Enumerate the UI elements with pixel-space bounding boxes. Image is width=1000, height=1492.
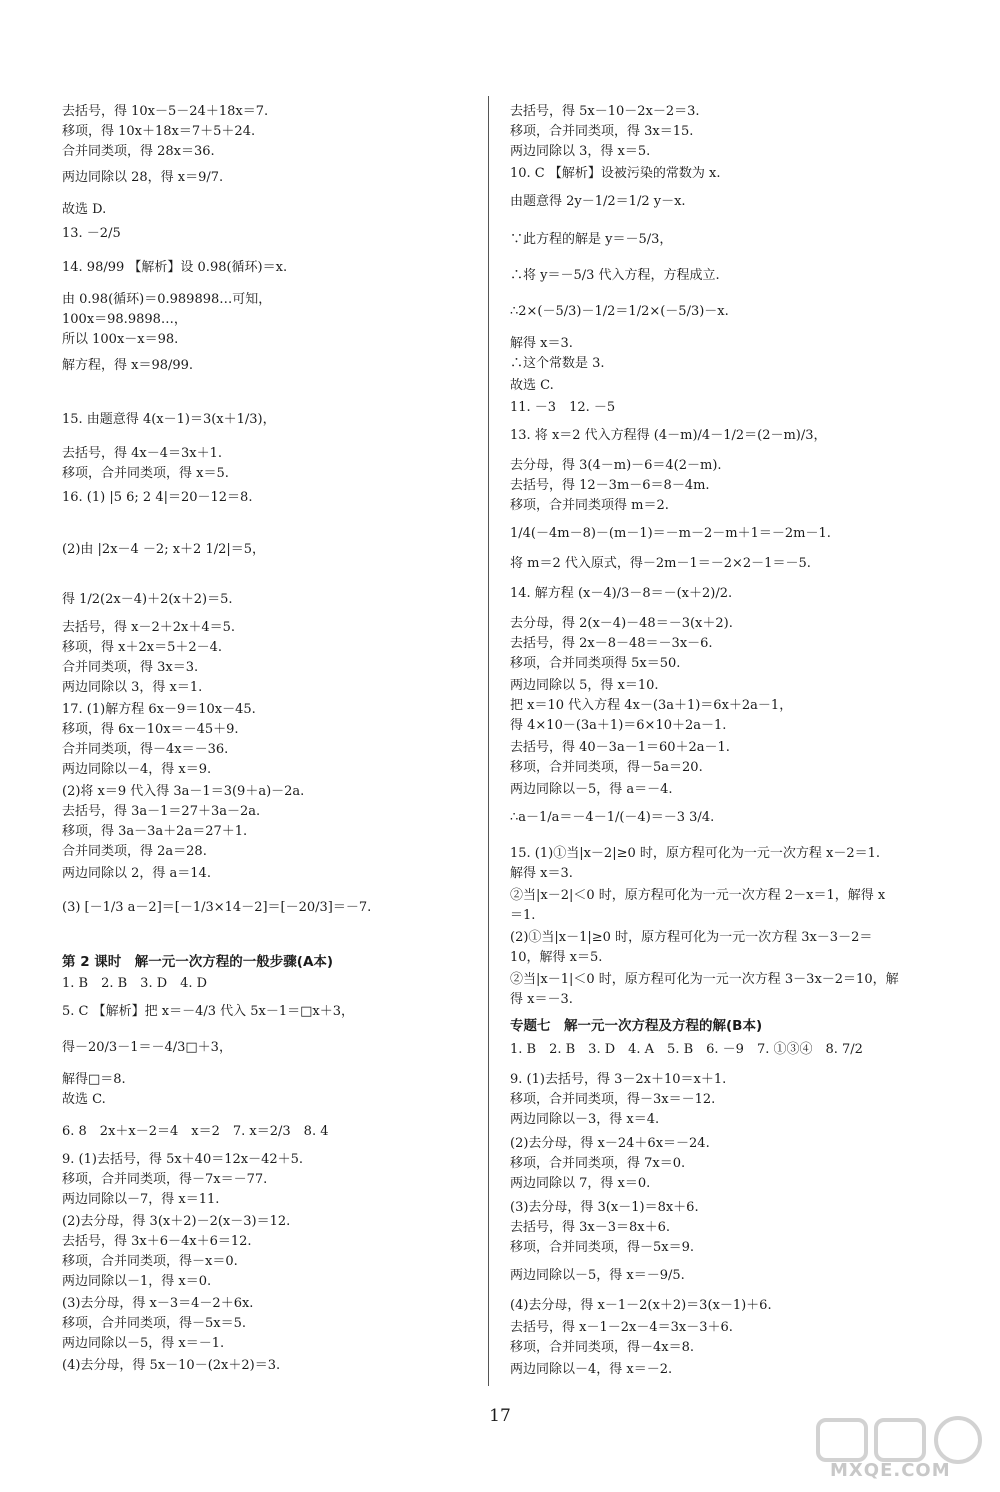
text-line: ∵此方程的解是 y＝－5/3， bbox=[510, 232, 673, 247]
text-line: 14. 98/99 【解析】设 0.98(循环)＝x. bbox=[62, 260, 288, 275]
text-line: 移项，合并同类项，得－5a＝20. bbox=[510, 760, 703, 775]
text-line: (3)去分母，得 x－3＝4－2＋6x. bbox=[62, 1296, 254, 1311]
text-line: 14. 解方程 (x－4)/3－8＝－(x＋2)/2. bbox=[510, 586, 733, 601]
text-line: 13. 将 x＝2 代入方程得 (4－m)/4－1/2＝(2－m)/3， bbox=[510, 428, 827, 443]
text-line: 移项，合并同类项，得 3x＝15. bbox=[510, 124, 694, 139]
text-line: 合并同类项，得－4x＝－36. bbox=[62, 742, 229, 757]
text-line: 两边同除以－5，得 x＝－9/5. bbox=[510, 1268, 685, 1283]
text-line: ∴将 y＝－5/3 代入方程，方程成立. bbox=[510, 268, 720, 283]
text-line: 由 0.98(循环)＝0.989898…可知， bbox=[62, 292, 272, 307]
text-line: 16. (1) |5 6; 2 4|＝20－12＝8. bbox=[62, 490, 253, 505]
text-line: 移项，合并同类项，得－5x＝5. bbox=[62, 1316, 247, 1331]
text-line: 1. B 2. B 3. D 4. A 5. B 6. －9 7. ①③④ 8. 7/2 bbox=[510, 1042, 863, 1057]
text-line: 移项，得 x＋2x＝5＋2－4. bbox=[62, 640, 223, 655]
text-line: 得 x＝－3. bbox=[510, 992, 573, 1007]
text-line: 得 4×10－(3a＋1)＝6×10＋2a－1. bbox=[510, 718, 727, 733]
text-line: 解得 x＝3. bbox=[510, 336, 573, 351]
text-line: 故选 C. bbox=[62, 1092, 106, 1107]
text-line: ∴a－1/a＝－4－1/(－4)＝－3 3/4. bbox=[510, 810, 715, 825]
text-line: (2)去分母，得 x－24＋6x＝－24. bbox=[510, 1136, 710, 1151]
text-line: 两边同除以－5，得 a＝－4. bbox=[510, 782, 673, 797]
text-line: 1/4(－4m－8)－(m－1)＝－m－2－m＋1＝－2m－1. bbox=[510, 526, 831, 541]
text-line: 两边同除以－5，得 x＝－1. bbox=[62, 1336, 225, 1351]
text-line: 两边同除以 3，得 x＝1. bbox=[62, 680, 203, 695]
text-line: 移项，合并同类项，得－7x＝－77. bbox=[62, 1172, 268, 1187]
text-line: 移项，得 6x－10x＝－45＋9. bbox=[62, 722, 239, 737]
text-line: 两边同除以 28，得 x＝9/7. bbox=[62, 170, 224, 185]
text-line: 9. (1)去括号，得 3－2x＋10＝x＋1. bbox=[510, 1072, 727, 1087]
text-line: 去括号，得 3x＋6－4x＋6＝12. bbox=[62, 1234, 252, 1249]
text-line: 把 x＝10 代入方程 4x－(3a＋1)＝6x＋2a－1， bbox=[510, 698, 793, 713]
text-line: 两边同除以 3，得 x＝5. bbox=[510, 144, 651, 159]
text-line: 去括号，得 12－3m－6＝8－4m. bbox=[510, 478, 710, 493]
text-line: 移项，得 3a－3a＋2a＝27＋1. bbox=[62, 824, 248, 839]
text-line: 11. －3 12. －5 bbox=[510, 400, 616, 415]
text-line: 100x＝98.9898…， bbox=[62, 312, 187, 327]
text-line: 移项，合并同类项，得 x＝5. bbox=[62, 466, 229, 481]
section-heading: 第 2 课时 解一元一次方程的一般步骤(A本) bbox=[62, 954, 334, 970]
text-line: 去分母，得 2(x－4)－48＝－3(x＋2). bbox=[510, 616, 733, 631]
text-line: 去括号，得 x－1－2x－4＝3x－3＋6. bbox=[510, 1320, 733, 1335]
text-line: ∴这个常数是 3. bbox=[510, 356, 605, 371]
text-line: 两边同除以－1，得 x＝0. bbox=[62, 1274, 212, 1289]
text-line: 解得□＝8. bbox=[62, 1072, 126, 1087]
text-line: 两边同除以 5，得 x＝10. bbox=[510, 678, 659, 693]
text-line: 将 m＝2 代入原式，得－2m－1＝－2×2－1＝－5. bbox=[510, 556, 811, 571]
text-line: 去括号，得 2x－8－48＝－3x－6. bbox=[510, 636, 713, 651]
text-line: 两边同除以－4，得 x＝－2. bbox=[510, 1362, 673, 1377]
text-line: ＝1. bbox=[510, 908, 536, 923]
text-line: 5. C 【解析】把 x＝－4/3 代入 5x－1＝□x＋3， bbox=[62, 1004, 355, 1019]
text-line: 去括号，得 10x－5－24＋18x＝7. bbox=[62, 104, 269, 119]
text-line: 合并同类项，得 3x＝3. bbox=[62, 660, 199, 675]
text-line: 两边同除以 7，得 x＝0. bbox=[510, 1176, 651, 1191]
text-line: 得－20/3－1＝－4/3□＋3， bbox=[62, 1040, 232, 1055]
text-line: (2)去分母，得 3(x＋2)－2(x－3)＝12. bbox=[62, 1214, 291, 1229]
text-line: 去括号，得 40－3a－1＝60＋2a－1. bbox=[510, 740, 730, 755]
text-line: 解方程，得 x＝98/99. bbox=[62, 358, 194, 373]
text-line: (4)去分母，得 5x－10－(2x＋2)＝3. bbox=[62, 1358, 281, 1373]
text-line: (4)去分母，得 x－1－2(x＋2)＝3(x－1)＋6. bbox=[510, 1298, 772, 1313]
section-heading: 专题七 解一元一次方程及方程的解(B本) bbox=[510, 1018, 763, 1034]
text-line: 移项，得 10x＋18x＝7＋5＋24. bbox=[62, 124, 256, 139]
text-line: 去括号，得 3a－1＝27＋3a－2a. bbox=[62, 804, 261, 819]
text-line: (3) [－1/3 a－2]＝[－1/3×14－2]＝[－20/3]＝－7. bbox=[62, 900, 372, 915]
text-line: 移项，合并同类项，得－4x＝8. bbox=[510, 1340, 695, 1355]
text-line: 故选 D. bbox=[62, 202, 107, 217]
text-line: 移项，合并同类项得 m＝2. bbox=[510, 498, 669, 513]
text-line: 两边同除以－4，得 x＝9. bbox=[62, 762, 212, 777]
text-line: ②当|x－2|＜0 时，原方程可化为一元一次方程 2－x＝1，解得 x bbox=[510, 888, 886, 903]
column-divider bbox=[488, 96, 489, 1386]
text-line: 两边同除以－3，得 x＝4. bbox=[510, 1112, 660, 1127]
text-line: 15. 由题意得 4(x－1)＝3(x＋1/3)， bbox=[62, 412, 276, 427]
text-line: 10. C 【解析】设被污染的常数为 x. bbox=[510, 166, 721, 181]
text-line: 1. B 2. B 3. D 4. D bbox=[62, 976, 208, 991]
text-line: 10，解得 x＝5. bbox=[510, 950, 603, 965]
text-line: 去括号，得 x－2＋2x＋4＝5. bbox=[62, 620, 236, 635]
text-line: 两边同除以 2，得 a＝14. bbox=[62, 866, 211, 881]
watermark-text: MXQE.COM bbox=[830, 1460, 951, 1481]
text-line: 9. (1)去括号，得 5x＋40＝12x－42＋5. bbox=[62, 1152, 304, 1167]
text-line: 15. (1)①当|x－2|≥0 时，原方程可化为一元一次方程 x－2＝1. bbox=[510, 846, 881, 861]
text-line: 由题意得 2y－1/2＝1/2 y－x. bbox=[510, 194, 686, 209]
text-line: 故选 C. bbox=[510, 378, 554, 393]
text-line: 13. －2/5 bbox=[62, 226, 121, 241]
text-line: 合并同类项，得 2a＝28. bbox=[62, 844, 207, 859]
text-line: 得 1/2(2x－4)＋2(x＋2)＝5. bbox=[62, 592, 233, 607]
text-line: 移项，合并同类项，得－3x＝－12. bbox=[510, 1092, 716, 1107]
text-line: 去括号，得 4x－4＝3x＋1. bbox=[62, 446, 223, 461]
text-line: 两边同除以－7，得 x＝11. bbox=[62, 1192, 220, 1207]
text-line: 所以 100x－x＝98. bbox=[62, 332, 179, 347]
text-line: 6. 8 2x＋x－2＝4 x＝2 7. x＝2/3 8. 4 bbox=[62, 1124, 329, 1139]
text-line: 去分母，得 3(4－m)－6＝4(2－m). bbox=[510, 458, 722, 473]
text-line: 移项，合并同类项，得－x＝0. bbox=[62, 1254, 238, 1269]
text-line: 解得 x＝3. bbox=[510, 866, 573, 881]
text-line: 移项，合并同类项得 5x＝50. bbox=[510, 656, 681, 671]
text-line: 移项，合并同类项，得 7x＝0. bbox=[510, 1156, 686, 1171]
page-number: 17 bbox=[489, 1406, 511, 1426]
text-line: 17. (1)解方程 6x－9＝10x－45. bbox=[62, 702, 256, 717]
text-line: (2)由 |2x－4 －2; x＋2 1/2|＝5， bbox=[62, 542, 266, 557]
text-line: ②当|x－1|＜0 时，原方程可化为一元一次方程 3－3x－2＝10，解 bbox=[510, 972, 899, 987]
text-line: 去括号，得 5x－10－2x－2＝3. bbox=[510, 104, 700, 119]
text-line: (2)将 x＝9 代入得 3a－1＝3(9＋a)－2a. bbox=[62, 784, 305, 799]
text-line: (3)去分母，得 3(x－1)＝8x＋6. bbox=[510, 1200, 699, 1215]
text-line: 合并同类项，得 28x＝36. bbox=[62, 144, 215, 159]
text-line: ∴2×(－5/3)－1/2＝1/2×(－5/3)－x. bbox=[510, 304, 729, 319]
text-line: (2)①当|x－1|≥0 时，原方程可化为一元一次方程 3x－3－2＝ bbox=[510, 930, 873, 945]
text-line: 移项，合并同类项，得－5x＝9. bbox=[510, 1240, 695, 1255]
text-line: 去括号，得 3x－3＝8x＋6. bbox=[510, 1220, 671, 1235]
